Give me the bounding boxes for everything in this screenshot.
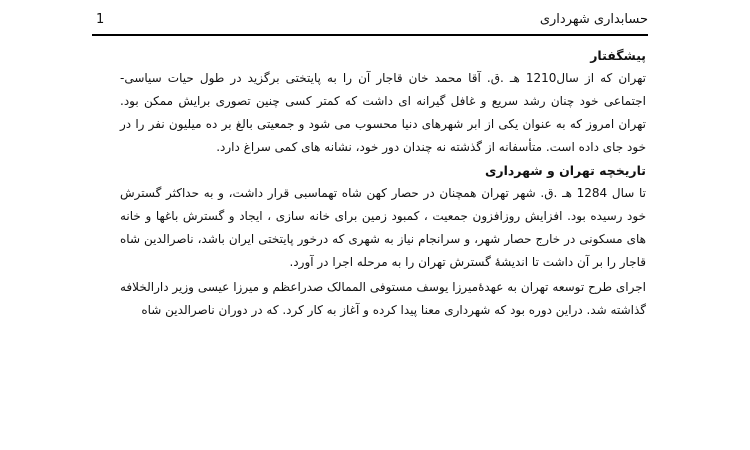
section-heading-history: تاریخچه تهران و شهرداری <box>484 163 646 178</box>
paragraph-history-1: تا سال 1284 هـ .ق. شهر تهران همچنان در حصار کهن شاه تهماسبی قرار داشت، و به حداکثر گسترش خود رسیده بود. افزایش روزافزون جمعیت ، کمبود زمین برای خانه سازی ، ایجاد و گسترش باغها و خانه های مسکونی در خارج حصار شهر، و سرانجام نیاز به شهری که درخور پایتختی ایران باشد، ناصرالدین شاه قاجار را بر آن داشت تا اندیشۀ گسترش تهران را به مرحله اجرا در آورد. <box>120 186 646 269</box>
running-title: حسابداری شهرداری <box>539 12 648 27</box>
page-number: 1 <box>96 12 105 27</box>
page-header <box>92 6 648 36</box>
section-heading-preface: پیشگفتار <box>590 48 646 63</box>
paragraph-preface: تهران که از سال1210 هـ .ق. آقا محمد خان قاجار آن را به پایتختی برگزید در طول حیات سیاسی- اجتماعی خود چنان رشد سریع و غافل گیرانه ای داشت که کمتر کسی چنین تصوری برایش ممکن بود. تهران امروز که به عنوان یکی از ابر شهرهای دنیا محسوب می شود و جمعیتی بالغ بر ده میلیون نفر را در خود جای داده است. متأسفانه از گذشته نه چندان دور خود، نشانه های کمی سراغ دارد. <box>120 71 646 154</box>
paragraph-history-2: اجرای طرح توسعه تهران به عهدۀمیرزا یوسف مستوفی الممالک صدراعظم و میرزا عیسی وزیر دارالخلافه گذاشته شد. دراین دوره بود که شهرداری معنا پیدا کرده و آغاز به کار کرد. که در دوران ناصرالدین شاه <box>120 280 646 317</box>
document-body <box>120 44 646 322</box>
